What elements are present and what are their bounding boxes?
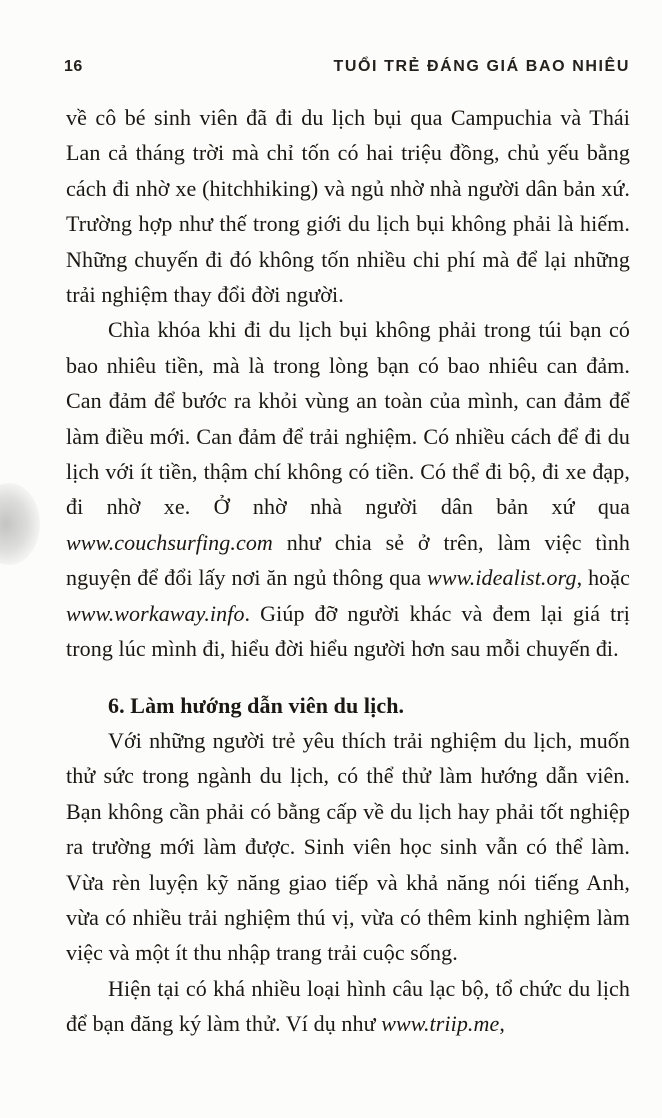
text-segment: . Giúp đỡ người khác và đem lại giá trị trong lúc mình đi, hiểu đời hiểu người hơn sau mỗi chuyến đi. <box>66 600 630 662</box>
text-segment: , <box>499 1011 505 1037</box>
url-triip: www.triip.me <box>381 1011 500 1037</box>
url-idealist: www.idealist.org <box>427 565 577 591</box>
paragraph-clubs <box>66 971 630 1042</box>
section-heading-tour-guide: 6. Làm hướng dẫn viên du lịch. <box>108 692 405 718</box>
paragraph-tour-guide: Với những người trẻ yêu thích trải nghiệm du lịch, muốn thử sức trong ngành du lịch, có thể thử làm hướng dẫn viên. Bạn không cần phải có bằng cấp về du lịch hay phải tốt nghiệp ra trường mới làm được. Sinh viên học sinh vẫn có thể làm. Vừa rèn luyện kỹ năng giao tiếp và khả năng nói tiếng Anh, vừa có nhiều trải nghiệm thú vị, vừa có thêm kinh nghiệm làm việc và một ít thu nhập trang trải cuộc sống. <box>66 727 630 966</box>
text-segment: Hiện tại có khá nhiều loại hình câu lạc bộ, tổ chức du lịch để bạn đăng ký làm thử. Ví dụ như <box>66 975 630 1037</box>
paragraph-travel-story: về cô bé sinh viên đã đi du lịch bụi qua Campuchia và Thái Lan cả tháng trời mà chỉ tốn có hai triệu đồng, chủ yếu bằng cách đi nhờ xe (hitchhiking) và ngủ nhờ nhà người dân bản xứ. Trường hợp như thế trong giới du lịch bụi không phải là hiếm. Những chuyến đi đó không tốn nhiều chi phí mà để lại những trải nghiệm thay đổi đời người. <box>66 105 630 308</box>
running-title: TUỔI TRẺ ĐÁNG GIÁ BAO NHIÊU <box>333 58 630 75</box>
page-body-text <box>66 100 630 1042</box>
url-couchsurfing: www.couchsurfing.com <box>66 529 273 555</box>
url-workaway: www.workaway.info <box>66 600 245 626</box>
paragraph-courage <box>66 312 630 666</box>
text-segment: như chia sẻ ở trên, làm việc tình nguyện để đổi lấy nơi ăn ngủ thông qua <box>66 529 630 591</box>
scan-smudge-artifact <box>0 483 40 565</box>
text-segment: , hoặc <box>576 565 630 591</box>
page-number: 16 <box>64 58 83 75</box>
text-segment: Chìa khóa khi đi du lịch bụi không phải trong túi bạn có bao nhiêu tiền, mà là trong lòng bạn có bao nhiêu can đảm. Can đảm để bước ra khỏi vùng an toàn của mình, can đảm để làm điều mới. Can đảm để trải nghiệm. Có nhiều cách để đi du lịch với ít tiền, thậm chí không có tiền. Có thể đi bộ, đi xe đạp, đi nhờ xe. Ở nhờ nhà người dân bản xứ qua <box>66 317 630 520</box>
page-header <box>64 58 630 76</box>
